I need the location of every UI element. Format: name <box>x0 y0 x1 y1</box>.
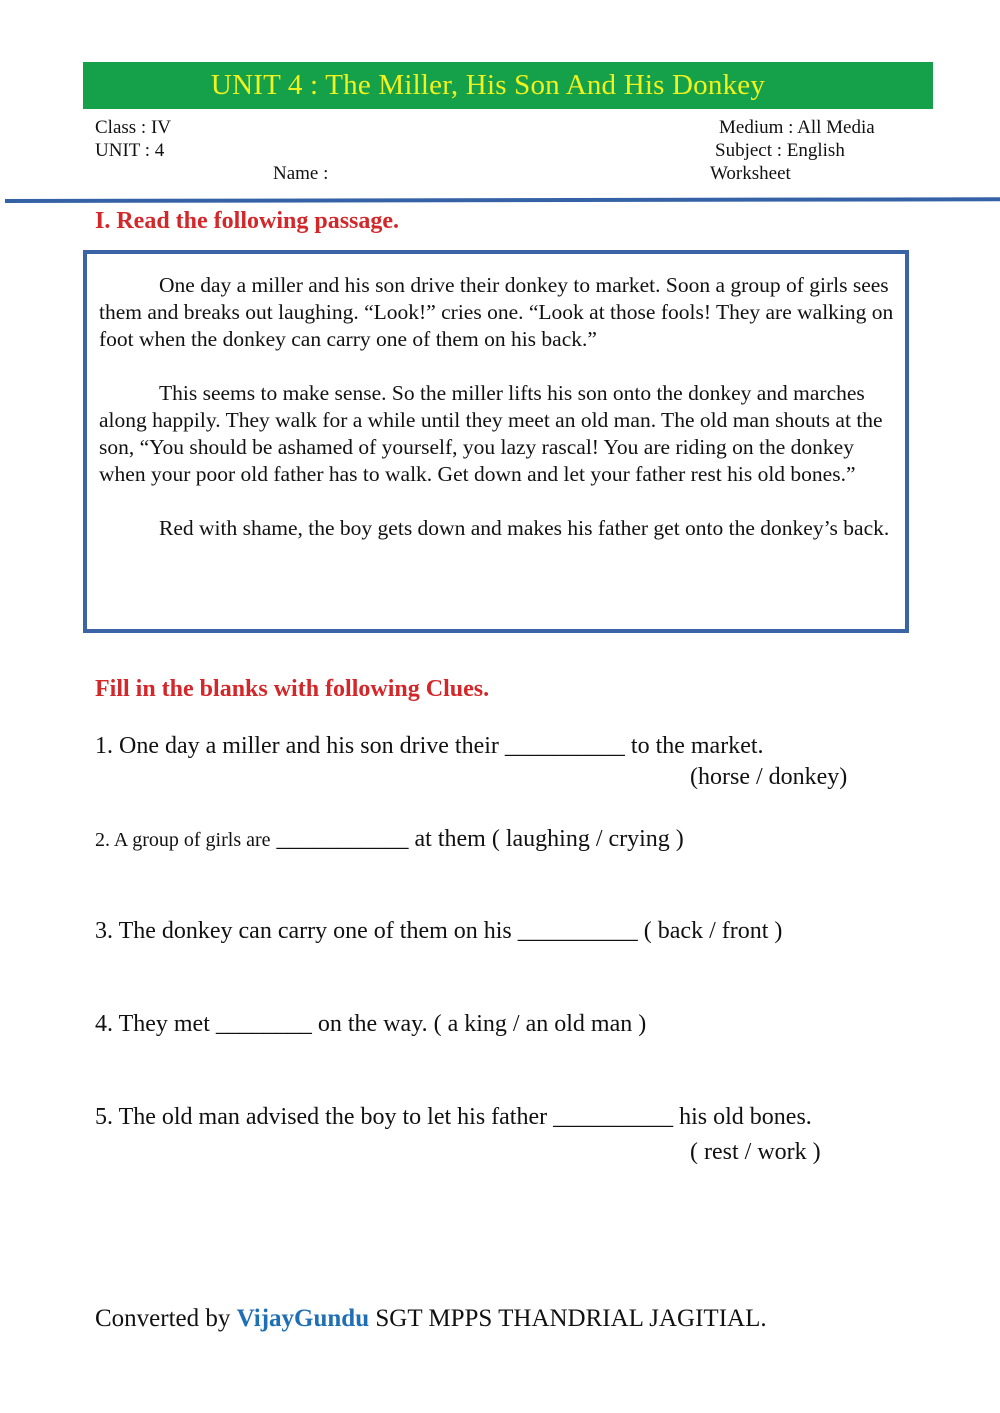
worksheet-label: Worksheet <box>710 163 791 184</box>
footer-suffix: SGT MPPS THANDRIAL JAGITIAL. <box>369 1305 767 1332</box>
footer-prefix: Converted by <box>95 1305 237 1332</box>
question-2 <box>95 826 684 853</box>
passage-paragraph: One day a miller and his son drive their donkey to market. Soon a group of girls sees them and breaks out laughing. “Look!” cries one. “Look at those fools! They are walking on foot when the donkey can carry one of them on his back.” <box>99 273 894 351</box>
question-2-text: ___________ at them ( laughing / crying ) <box>276 826 684 852</box>
footer-credit <box>95 1305 767 1333</box>
question-1-clue: (horse / donkey) <box>690 764 848 790</box>
name-label: Name : <box>273 163 329 184</box>
medium-label: Medium : All Media <box>719 117 875 138</box>
subject-label: Subject : English <box>715 140 845 161</box>
question-1: 1. One day a miller and his son drive their __________ to the market. <box>95 733 764 759</box>
passage-text <box>99 272 901 569</box>
footer-author: VijayGundu <box>236 1305 370 1332</box>
question-5-clue: ( rest / work ) <box>690 1139 821 1165</box>
passage-paragraph: This seems to make sense. So the miller lifts his son onto the donkey and marches along happily. They walk for a while until they meet an old man. The old man shouts at the son, “You should be ashamed of yourself, you lazy rascal! You are riding on the donkey when your poor old father has to walk. Get down and let your father rest his old bones.” <box>99 381 883 486</box>
passage-box <box>83 250 909 633</box>
passage-paragraph: Red with shame, the boy gets down and makes his father get onto the donkey’s back. <box>159 516 890 540</box>
question-2-prefix: 2. A group of girls are <box>95 829 271 851</box>
question-4: 4. They met ________ on the way. ( a king / an old man ) <box>95 1011 647 1037</box>
question-5: 5. The old man advised the boy to let his father __________ his old bones. <box>95 1104 812 1130</box>
worksheet-title: UNIT 4 : The Miller, His Son And His Donkey <box>210 69 766 101</box>
exercise-heading: Fill in the blanks with following Clues. <box>95 676 490 702</box>
unit-label: UNIT : 4 <box>95 140 165 161</box>
class-label: Class : IV <box>95 117 171 138</box>
header-divider <box>5 197 1000 203</box>
passage-heading: I. Read the following passage. <box>95 208 400 234</box>
question-3: 3. The donkey can carry one of them on his __________ ( back / front ) <box>95 918 783 944</box>
title-banner <box>83 62 933 109</box>
